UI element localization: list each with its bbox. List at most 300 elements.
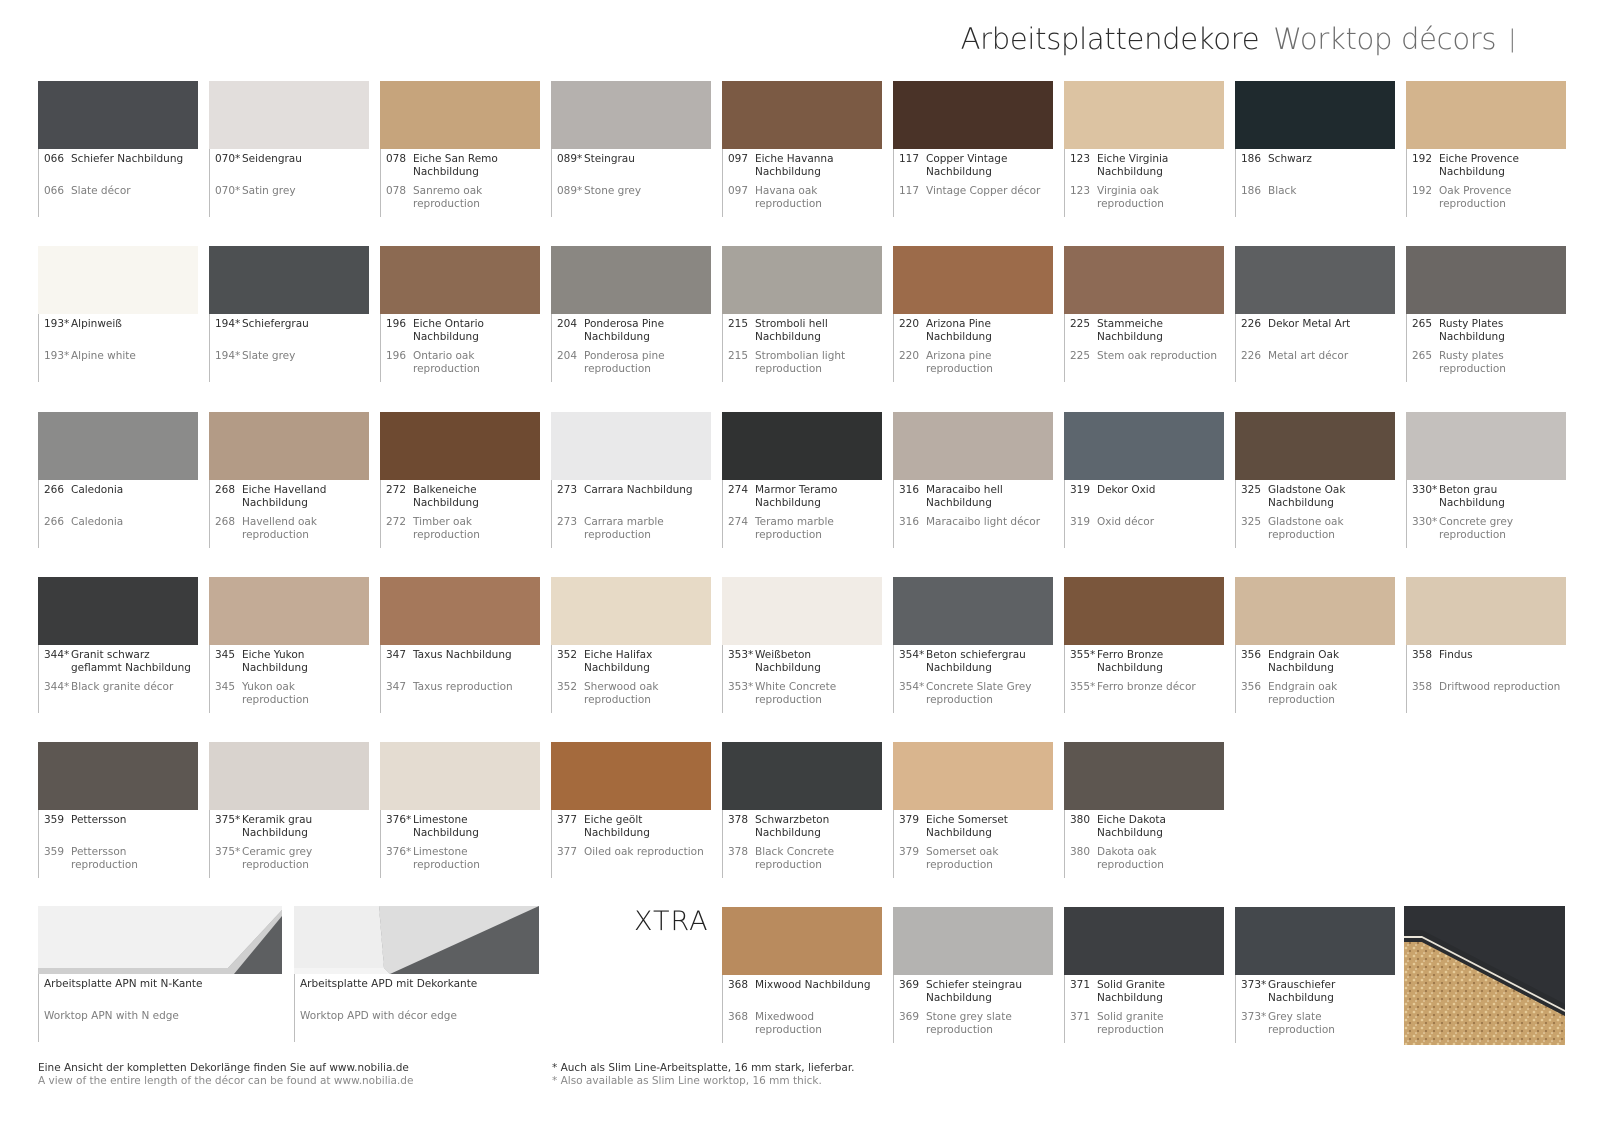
decor-label-de — [899, 814, 1053, 840]
decor-label-de — [215, 814, 369, 840]
decor-code: 369 — [899, 1011, 920, 1023]
decor-label-en — [44, 516, 198, 529]
decor-code: 192 — [1412, 185, 1433, 197]
decor-card[interactable] — [1406, 81, 1566, 217]
decor-name: Schwarz — [1268, 153, 1312, 165]
decor-code: 204 — [557, 318, 578, 330]
decor-name: Schiefergrau — [242, 318, 309, 330]
decor-card[interactable] — [380, 742, 540, 878]
decor-label-de — [44, 318, 198, 331]
decor-label-de — [44, 649, 198, 675]
decor-code: 330* — [1412, 484, 1438, 496]
decor-label-en — [44, 350, 198, 363]
decor-label-de — [1070, 318, 1224, 344]
decor-swatch — [380, 412, 540, 480]
decor-label-de — [1070, 814, 1224, 840]
edge-sample-apd-label-de: Arbeitsplatte APD mit Dekorkante — [300, 978, 478, 990]
decor-card[interactable] — [1064, 412, 1224, 548]
decor-name: White Concrete reproduction — [755, 681, 837, 706]
decor-code: 123 — [1070, 185, 1091, 197]
decor-swatch — [1064, 246, 1224, 314]
decor-code: 344* — [44, 649, 70, 661]
decor-code: 220 — [899, 318, 920, 330]
decor-label-en — [728, 516, 882, 542]
decor-code: 268 — [215, 484, 236, 496]
decor-label-en — [1070, 846, 1224, 872]
decor-card[interactable] — [209, 742, 369, 878]
title-english: Worktop décors — [1273, 22, 1497, 56]
decor-name: Pettersson — [71, 814, 127, 826]
decor-name: Carrara Nachbildung — [584, 484, 693, 496]
decor-card[interactable] — [380, 412, 540, 548]
decor-name: Stammeiche Nachbildung — [1097, 318, 1163, 343]
decor-card[interactable] — [551, 412, 711, 548]
decor-label-en — [1412, 516, 1566, 542]
decor-code: 319 — [1070, 484, 1091, 496]
decor-code: 186 — [1241, 153, 1262, 165]
decor-card[interactable] — [722, 577, 882, 713]
decor-card[interactable] — [209, 246, 369, 382]
decor-label-en — [1070, 185, 1224, 211]
footer-note-website — [38, 1062, 413, 1088]
decor-code: 196 — [386, 318, 407, 330]
decor-label-en — [386, 350, 540, 376]
decor-name: Arizona Pine Nachbildung — [926, 318, 992, 343]
decor-label-en — [899, 1011, 1053, 1037]
decor-label-de — [557, 814, 711, 840]
decor-swatch — [1235, 246, 1395, 314]
decor-label-de — [899, 649, 1053, 675]
decor-card[interactable] — [209, 81, 369, 217]
decor-swatch — [1235, 907, 1395, 975]
decor-swatch — [893, 742, 1053, 810]
decor-swatch — [551, 412, 711, 480]
decor-card[interactable] — [1406, 412, 1566, 548]
decor-name: Weißbeton Nachbildung — [755, 649, 821, 674]
decor-name: Havana oak reproduction — [755, 185, 822, 210]
decor-card[interactable] — [1406, 577, 1566, 713]
decor-card[interactable] — [722, 742, 882, 878]
decor-name: Taxus Nachbildung — [413, 649, 512, 661]
decor-name: Eiche Dakota Nachbildung — [1097, 814, 1166, 839]
decor-name: Eiche Yukon Nachbildung — [242, 649, 308, 674]
decor-code: 266 — [44, 516, 65, 528]
decor-label-de — [215, 649, 369, 675]
decor-card[interactable] — [38, 246, 198, 382]
decor-label-en — [899, 681, 1053, 707]
chipboard-edge-image — [1404, 906, 1565, 1045]
decor-name: Carrara marble reproduction — [584, 516, 664, 541]
decor-name: Stone grey — [584, 185, 642, 197]
decor-code: 066 — [44, 185, 65, 197]
edge-sample-apd[interactable] — [294, 906, 539, 1042]
decor-swatch — [722, 246, 882, 314]
title-german: Arbeitsplattendekore — [960, 22, 1260, 56]
decor-code: 266 — [44, 484, 65, 496]
decor-card[interactable] — [209, 412, 369, 548]
decor-swatch — [209, 577, 369, 645]
decor-name: Slate décor — [71, 185, 131, 197]
decor-name: Maracaibo hell Nachbildung — [926, 484, 1003, 509]
decor-code: 345 — [215, 649, 236, 661]
decor-name: Ceramic grey reproduction — [242, 846, 313, 871]
decor-label-en — [1241, 185, 1395, 198]
decor-name: Dekor Metal Art — [1268, 318, 1351, 330]
decor-swatch — [209, 742, 369, 810]
decor-name: Alpine white — [71, 350, 136, 362]
decor-code: 354* — [899, 649, 925, 661]
decor-swatch — [1064, 81, 1224, 149]
decor-card[interactable] — [1235, 246, 1395, 382]
decor-label-en — [728, 681, 882, 707]
decor-code: 225 — [1070, 318, 1091, 330]
decor-swatch — [38, 577, 198, 645]
decor-label-en — [1241, 350, 1395, 363]
decor-name: Maracaibo light décor — [926, 516, 1041, 528]
decor-label-de — [1070, 153, 1224, 179]
decor-label-en — [44, 846, 198, 872]
decor-code: 352 — [557, 649, 578, 661]
decor-card[interactable] — [893, 742, 1053, 878]
decor-name: Yukon oak reproduction — [242, 681, 309, 706]
decor-card[interactable] — [722, 81, 882, 217]
decor-label-de — [899, 484, 1053, 510]
edge-sample-apn-label-de: Arbeitsplatte APN mit N-Kante — [44, 978, 203, 990]
decor-name: Arizona pine reproduction — [926, 350, 993, 375]
decor-label-en — [1241, 681, 1395, 707]
decor-name: Eiche Halifax Nachbildung — [584, 649, 653, 674]
edge-sample-apn-image — [38, 906, 282, 974]
decor-card[interactable] — [1064, 907, 1224, 1043]
decor-name: Teramo marble reproduction — [755, 516, 834, 541]
decor-label-de — [1070, 979, 1224, 1005]
decor-name: Stromboli hell Nachbildung — [755, 318, 828, 343]
decor-label-en — [215, 846, 369, 872]
decor-code: 070* — [215, 185, 241, 197]
decor-card[interactable] — [1064, 246, 1224, 382]
decor-code: 371 — [1070, 979, 1091, 991]
decor-card[interactable] — [38, 577, 198, 713]
decor-name: Ferro Bronze Nachbildung — [1097, 649, 1164, 674]
decor-name: Eiche San Remo Nachbildung — [413, 153, 498, 178]
title-separator: | — [1508, 25, 1516, 53]
decor-code: 117 — [899, 153, 920, 165]
xtra-logo: XTRA — [634, 906, 709, 937]
decor-name: Black granite décor — [71, 681, 174, 693]
decor-name: Schiefer Nachbildung — [71, 153, 184, 165]
decor-name: Oak Provence reproduction — [1439, 185, 1512, 210]
decor-code: 274 — [728, 516, 749, 528]
decor-code: 355* — [1070, 649, 1096, 661]
decor-card[interactable] — [1235, 412, 1395, 548]
decor-label-de — [899, 153, 1053, 179]
decor-label-en — [899, 846, 1053, 872]
decor-label-en — [386, 681, 540, 694]
decor-card[interactable] — [722, 246, 882, 382]
decor-label-en — [728, 1011, 882, 1037]
decor-label-de — [899, 979, 1053, 1005]
footer-note-slimline-en: * Also available as Slim Line worktop, 16 mm thick. — [552, 1075, 822, 1087]
decor-name: Grauschiefer Nachbildung — [1268, 979, 1336, 1004]
footer-note-website-de: Eine Ansicht der kompletten Dekorlänge finden Sie auf www.nobilia.de — [38, 1062, 409, 1074]
decor-swatch — [1064, 742, 1224, 810]
edge-sample-apn[interactable] — [38, 906, 282, 1042]
decor-label-en — [557, 516, 711, 542]
decor-code: 273 — [557, 516, 578, 528]
decor-label-en — [1412, 681, 1566, 694]
decor-name: Satin grey — [242, 185, 296, 197]
decor-code: 274 — [728, 484, 749, 496]
decor-name: Virginia oak reproduction — [1097, 185, 1164, 210]
decor-name: Dakota oak reproduction — [1097, 846, 1164, 871]
decor-card[interactable] — [1235, 577, 1395, 713]
decor-label-de — [1070, 484, 1224, 497]
decor-code: 273 — [557, 484, 578, 496]
edge-sample-apd-image — [294, 906, 539, 974]
decor-label-de — [215, 484, 369, 510]
decor-swatch — [1406, 246, 1566, 314]
decor-code: 368 — [728, 979, 749, 991]
decor-name: Schwarzbeton Nachbildung — [755, 814, 830, 839]
decor-label-de — [1241, 153, 1395, 166]
footer-note-website-en: A view of the entire length of the décor can be found at www.nobilia.de — [38, 1075, 414, 1087]
decor-code: 345 — [215, 681, 236, 693]
decor-name: Beton grau Nachbildung — [1439, 484, 1505, 509]
decor-name: Mixwood Nachbildung — [755, 979, 871, 991]
decor-label-en — [899, 350, 1053, 376]
decor-name: Dekor Oxid — [1097, 484, 1156, 496]
decor-swatch — [551, 577, 711, 645]
decor-name: Black — [1268, 185, 1297, 197]
decor-label-en — [215, 350, 369, 363]
decor-code: 194* — [215, 350, 241, 362]
decor-name: Stem oak reproduction — [1097, 350, 1218, 362]
decor-swatch — [1235, 412, 1395, 480]
decor-label-de — [1412, 484, 1566, 510]
decor-label-de — [1070, 649, 1224, 675]
decor-swatch — [1064, 907, 1224, 975]
decor-swatch — [209, 412, 369, 480]
decor-swatch — [722, 907, 882, 975]
decor-label-de — [44, 814, 198, 827]
decor-label-de — [728, 814, 882, 840]
decor-card[interactable] — [38, 81, 198, 217]
decor-code: 330* — [1412, 516, 1438, 528]
decor-code: 373* — [1241, 1011, 1267, 1023]
decor-swatch — [380, 742, 540, 810]
decor-name: Steingrau — [584, 153, 635, 165]
decor-code: 193* — [44, 350, 70, 362]
decor-label-en — [557, 350, 711, 376]
decor-code: 220 — [899, 350, 920, 362]
decor-name: Taxus reproduction — [413, 681, 513, 693]
decor-label-de — [386, 484, 540, 510]
decor-swatch — [893, 246, 1053, 314]
decor-card[interactable] — [893, 412, 1053, 548]
decor-card[interactable] — [893, 907, 1053, 1043]
decor-label-en — [1070, 1011, 1224, 1037]
decor-code: 353* — [728, 681, 754, 693]
decor-label-de — [728, 153, 882, 179]
decor-code: 378 — [728, 814, 749, 826]
decor-code: 268 — [215, 516, 236, 528]
decor-label-en — [1241, 1011, 1395, 1037]
footer-note-slimline-de: * Auch als Slim Line-Arbeitsplatte, 16 mm stark, lieferbar. — [552, 1062, 855, 1074]
decor-name: Balkeneiche Nachbildung — [413, 484, 479, 509]
decor-code: 316 — [899, 516, 920, 528]
footer-note-slimline — [552, 1062, 855, 1088]
decor-swatch — [1406, 577, 1566, 645]
decor-card[interactable] — [1235, 81, 1395, 217]
decor-label-en — [1070, 350, 1224, 363]
decor-code: 377 — [557, 846, 578, 858]
decor-swatch — [209, 246, 369, 314]
decor-card[interactable] — [551, 81, 711, 217]
decor-label-en — [1412, 350, 1566, 376]
decor-name: Ponderosa pine reproduction — [584, 350, 665, 375]
decor-card[interactable] — [551, 246, 711, 382]
decor-code: 193* — [44, 318, 70, 330]
decor-card[interactable] — [893, 81, 1053, 217]
decor-swatch — [1235, 577, 1395, 645]
decor-label-en — [215, 516, 369, 542]
decor-code: 378 — [728, 846, 749, 858]
decor-code: 272 — [386, 516, 407, 528]
decor-code: 319 — [1070, 516, 1091, 528]
decor-code: 354* — [899, 681, 925, 693]
decor-code: 344* — [44, 681, 70, 693]
decor-label-de — [1412, 318, 1566, 344]
decor-card[interactable] — [380, 577, 540, 713]
decor-name: Endgrain Oak Nachbildung — [1268, 649, 1340, 674]
decor-label-de — [386, 318, 540, 344]
decor-code: 359 — [44, 846, 65, 858]
decor-card[interactable] — [380, 246, 540, 382]
decor-name: Copper Vintage Nachbildung — [926, 153, 1008, 178]
decor-name: Caledonia — [71, 516, 124, 528]
decor-card[interactable] — [551, 577, 711, 713]
decor-swatch — [38, 81, 198, 149]
decor-swatch — [722, 412, 882, 480]
decor-name: Beton schiefergrau Nachbildung — [926, 649, 1026, 674]
decor-swatch — [380, 246, 540, 314]
decor-code: 078 — [386, 185, 407, 197]
decor-name: Timber oak reproduction — [413, 516, 480, 541]
decor-name: Ontario oak reproduction — [413, 350, 480, 375]
decor-code: 215 — [728, 318, 749, 330]
decor-name: Concrete Slate Grey reproduction — [926, 681, 1032, 706]
decor-code: 225 — [1070, 350, 1091, 362]
decor-name: Solid granite reproduction — [1097, 1011, 1164, 1036]
decor-code: 376* — [386, 846, 412, 858]
decor-name: Somerset oak reproduction — [926, 846, 999, 871]
decor-swatch — [38, 742, 198, 810]
decor-label-de — [728, 979, 882, 992]
decor-code: 089* — [557, 185, 583, 197]
decor-code: 097 — [728, 185, 749, 197]
decor-code: 226 — [1241, 318, 1262, 330]
decor-name: Eiche Havanna Nachbildung — [755, 153, 834, 178]
decor-label-en — [215, 681, 369, 707]
decor-card[interactable] — [209, 577, 369, 713]
decor-card[interactable] — [1406, 246, 1566, 382]
decor-code: 196 — [386, 350, 407, 362]
decor-code: 377 — [557, 814, 578, 826]
decor-card[interactable] — [893, 246, 1053, 382]
decor-card[interactable] — [722, 907, 882, 1043]
decor-code: 325 — [1241, 484, 1262, 496]
decor-label-de — [44, 153, 198, 166]
decor-swatch — [893, 577, 1053, 645]
decor-code: 194* — [215, 318, 241, 330]
decor-code: 215 — [728, 350, 749, 362]
decor-card[interactable] — [551, 742, 711, 878]
decor-label-de — [215, 318, 369, 331]
decor-code: 265 — [1412, 350, 1433, 362]
decor-code: 359 — [44, 814, 65, 826]
decor-card[interactable] — [38, 742, 198, 878]
decor-card[interactable] — [1064, 81, 1224, 217]
decor-swatch — [1064, 577, 1224, 645]
decor-card[interactable] — [38, 412, 198, 548]
decor-name: Slate grey — [242, 350, 296, 362]
decor-name: Limestone Nachbildung — [413, 814, 479, 839]
decor-name: Granit schwarz geflammt Nachbildung — [71, 649, 191, 674]
decor-label-de — [386, 814, 540, 840]
decor-code: 356 — [1241, 681, 1262, 693]
decor-label-de — [386, 153, 540, 179]
decor-name: Black Concrete reproduction — [755, 846, 835, 871]
decor-swatch — [1064, 412, 1224, 480]
decor-code: 380 — [1070, 814, 1091, 826]
decor-name: Eiche geölt Nachbildung — [584, 814, 650, 839]
decor-label-en — [1241, 516, 1395, 542]
decor-name: Strombolian light reproduction — [755, 350, 846, 375]
decor-label-de — [1241, 649, 1395, 675]
decor-label-en — [386, 185, 540, 211]
decor-card[interactable] — [1064, 577, 1224, 713]
decor-code: 356 — [1241, 649, 1262, 661]
decor-card[interactable] — [380, 81, 540, 217]
decor-code: 353* — [728, 649, 754, 661]
decor-code: 325 — [1241, 516, 1262, 528]
decor-name: Grey slate reproduction — [1268, 1011, 1335, 1036]
decor-code: 070* — [215, 153, 241, 165]
decor-code: 089* — [557, 153, 583, 165]
decor-code: 316 — [899, 484, 920, 496]
decor-label-en — [44, 185, 198, 198]
decor-card[interactable] — [893, 577, 1053, 713]
decor-code: 375* — [215, 814, 241, 826]
decor-label-de — [728, 318, 882, 344]
decor-name: Limestone reproduction — [413, 846, 480, 871]
decor-card[interactable] — [1235, 907, 1395, 1043]
decor-code: 379 — [899, 814, 920, 826]
decor-label-de — [1241, 484, 1395, 510]
decor-label-de — [1241, 979, 1395, 1005]
decor-name: Sanremo oak reproduction — [413, 185, 483, 210]
decor-code: 123 — [1070, 153, 1091, 165]
decor-card[interactable] — [1064, 742, 1224, 878]
decor-card[interactable] — [722, 412, 882, 548]
decor-swatch — [551, 81, 711, 149]
decor-name: Eiche Havelland Nachbildung — [242, 484, 327, 509]
decor-name: Eiche Somerset Nachbildung — [926, 814, 1008, 839]
decor-name: Endgrain oak reproduction — [1268, 681, 1338, 706]
decor-code: 192 — [1412, 153, 1433, 165]
decor-label-en — [557, 681, 711, 707]
decor-swatch — [893, 81, 1053, 149]
